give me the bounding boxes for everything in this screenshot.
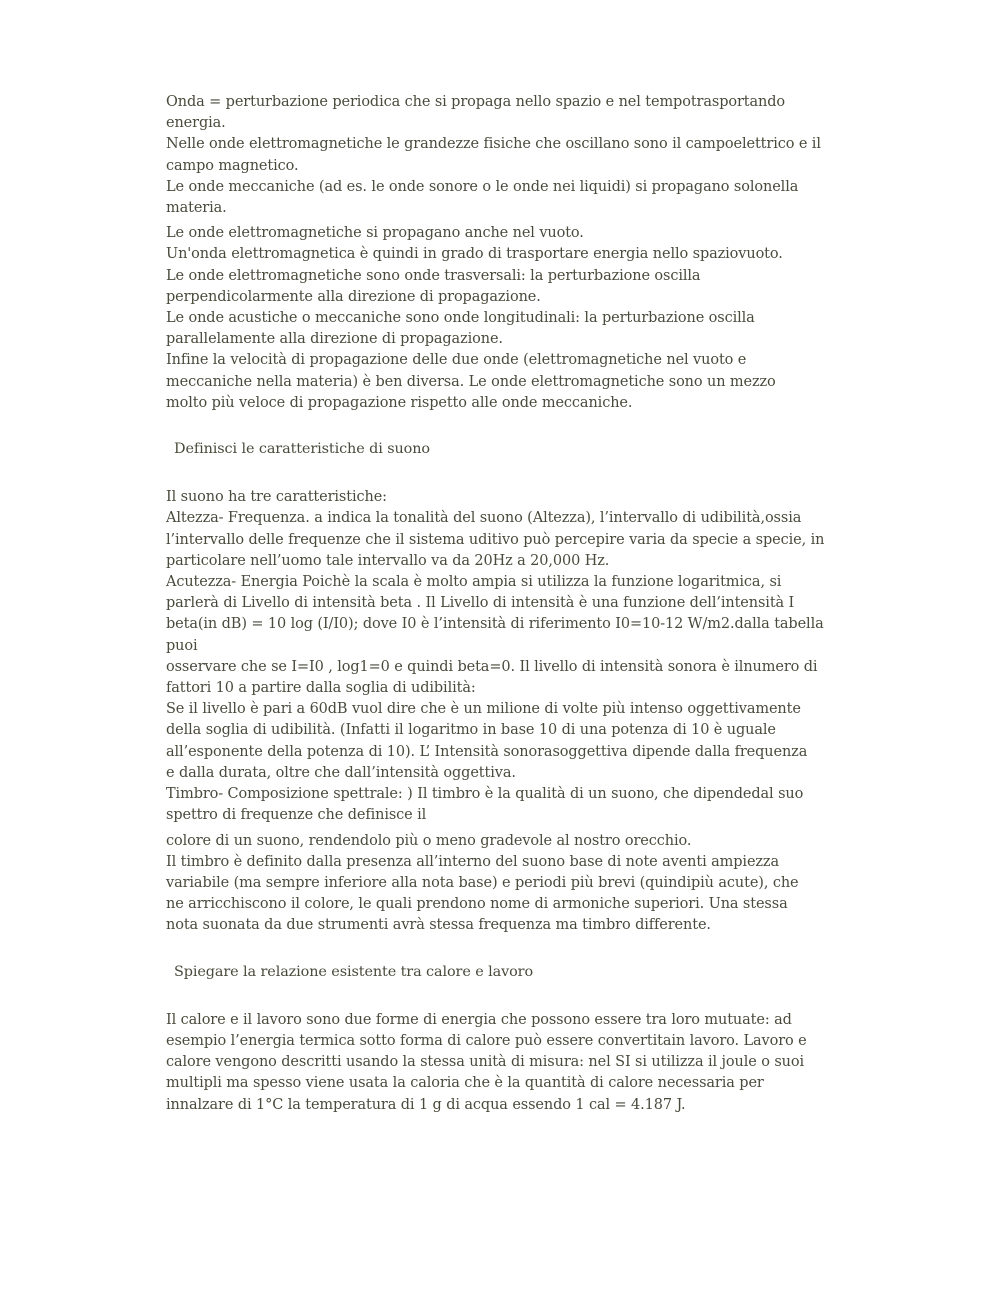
text-line: Altezza- Frequenza. a indica la tonalità del suono (Altezza), l’intervallo di udibilità,ossia — [166, 509, 802, 527]
text-line: meccaniche nella materia) è ben diversa. Le onde elettromagnetiche sono un mezzo — [166, 372, 776, 390]
text-line: spettro di frequenze che definisce il — [166, 806, 427, 824]
paragraph-heat-work — [166, 1009, 836, 1115]
text-line: osservare che se I=I0 , log1=0 e quindi beta=0. Il livello di intensità sonora è ilnumero di — [166, 657, 818, 675]
text-line: Se il livello è pari a 60dB vuol dire che è un milione di volte più intenso oggettivamente — [166, 700, 801, 718]
text-line: Nelle onde elettromagnetiche le grandezze fisiche che oscillano sono il campoelettrico e il — [166, 135, 821, 153]
text-line: Le onde elettromagnetiche sono onde trasversali: la perturbazione oscilla — [166, 266, 701, 284]
text-line: Timbro- Composizione spettrale: ) Il timbro è la qualità di un suono, che dipendedal suo — [166, 785, 804, 803]
text-line: multipli ma spesso viene usata la caloria che è la quantità di calore necessaria per — [166, 1074, 764, 1092]
text-line: molto più veloce di propagazione rispetto alle onde meccaniche. — [166, 393, 633, 411]
text-line: particolare nell’uomo tale intervallo va da 20Hz a 20,000 Hz. — [166, 551, 610, 569]
text-line: nota suonata da due strumenti avrà stessa frequenza ma timbro differente. — [166, 916, 711, 934]
text-line: Le onde elettromagnetiche si propagano anche nel vuoto. — [166, 224, 584, 242]
text-line: fattori 10 a partire dalla soglia di udibilità: — [166, 679, 476, 697]
document-body — [166, 91, 836, 1115]
text-line: perpendicolarmente alla direzione di propagazione. — [166, 287, 541, 305]
text-line: Il suono ha tre caratteristiche: — [166, 488, 387, 506]
text-line: Onda = perturbazione periodica che si propaga nello spazio e nel tempotrasportando — [166, 93, 786, 110]
section-heading-sound: Definisci le caratteristiche di suono — [174, 441, 430, 458]
text-line: parallelamente alla direzione di propagazione. — [166, 330, 503, 348]
text-line: Le onde acustiche o meccaniche sono onde longitudinali: la perturbazione oscilla — [166, 309, 755, 327]
paragraph-waves — [166, 91, 836, 413]
paragraph-sound — [166, 486, 836, 935]
text-line: innalzare di 1°C la temperatura di 1 g di acqua essendo 1 cal = 4.187 J. — [166, 1095, 686, 1113]
text-line: energia. — [166, 114, 226, 132]
text-line: parlerà di Livello di intensità beta . Il Livello di intensità è una funzione dell’intensità I — [166, 594, 795, 612]
text-line: della soglia di udibilità. (Infatti il logaritmo in base 10 di una potenza di 10 è uguale — [166, 721, 776, 739]
text-line: Un'onda elettromagnetica è quindi in grado di trasportare energia nello spaziovuoto. — [166, 245, 783, 263]
text-line: ne arricchiscono il colore, le quali prendono nome di armoniche superiori. Una stessa — [166, 895, 788, 913]
text-line: materia. — [166, 199, 227, 217]
text-line: variabile (ma sempre inferiore alla nota base) e periodi più brevi (quindipiù acute), che — [166, 873, 799, 891]
text-line: calore vengono descritti usando la stessa unità di misura: nel SI si utilizza il joule o suoi — [166, 1053, 805, 1071]
text-line: esempio l’energia termica sotto forma di calore può essere convertitain lavoro. Lavoro e — [166, 1031, 807, 1049]
text-line: Acutezza- Energia Poichè la scala è molto ampia si utilizza la funzione logaritmica, si — [166, 573, 782, 591]
section-heading-heat-work: Spiegare la relazione esistente tra calore e lavoro — [174, 963, 534, 980]
text-line: Il calore e il lavoro sono due forme di energia che possono essere tra loro mutuate: ad — [166, 1010, 792, 1028]
text-line: e dalla durata, oltre che dall’intensità oggettiva. — [166, 763, 516, 781]
text-line: Le onde meccaniche (ad es. le onde sonore o le onde nei liquidi) si propagano solonella — [166, 177, 799, 195]
text-line: campo magnetico. — [166, 156, 299, 174]
text-line: l’intervallo delle frequenze che il sistema uditivo può percepire varia da specie a specie, in — [166, 530, 825, 548]
text-line: Infine la velocità di propagazione delle due onde (elettromagnetiche nel vuoto e — [166, 351, 747, 369]
text-line: all’esponente della potenza di 10). L’ Intensità sonorasoggettiva dipende dalla frequenza — [166, 742, 808, 760]
text-line: puoi — [166, 636, 198, 654]
text-line: colore di un suono, rendendolo più o meno gradevole al nostro orecchio. — [166, 831, 692, 849]
text-line: Il timbro è definito dalla presenza all’interno del suono base di note aventi ampiezza — [166, 852, 779, 870]
text-line: beta(in dB) = 10 log (I/I0); dove I0 è l’intensità di riferimento I0=10-12 W/m2.dalla tabella — [166, 615, 824, 633]
